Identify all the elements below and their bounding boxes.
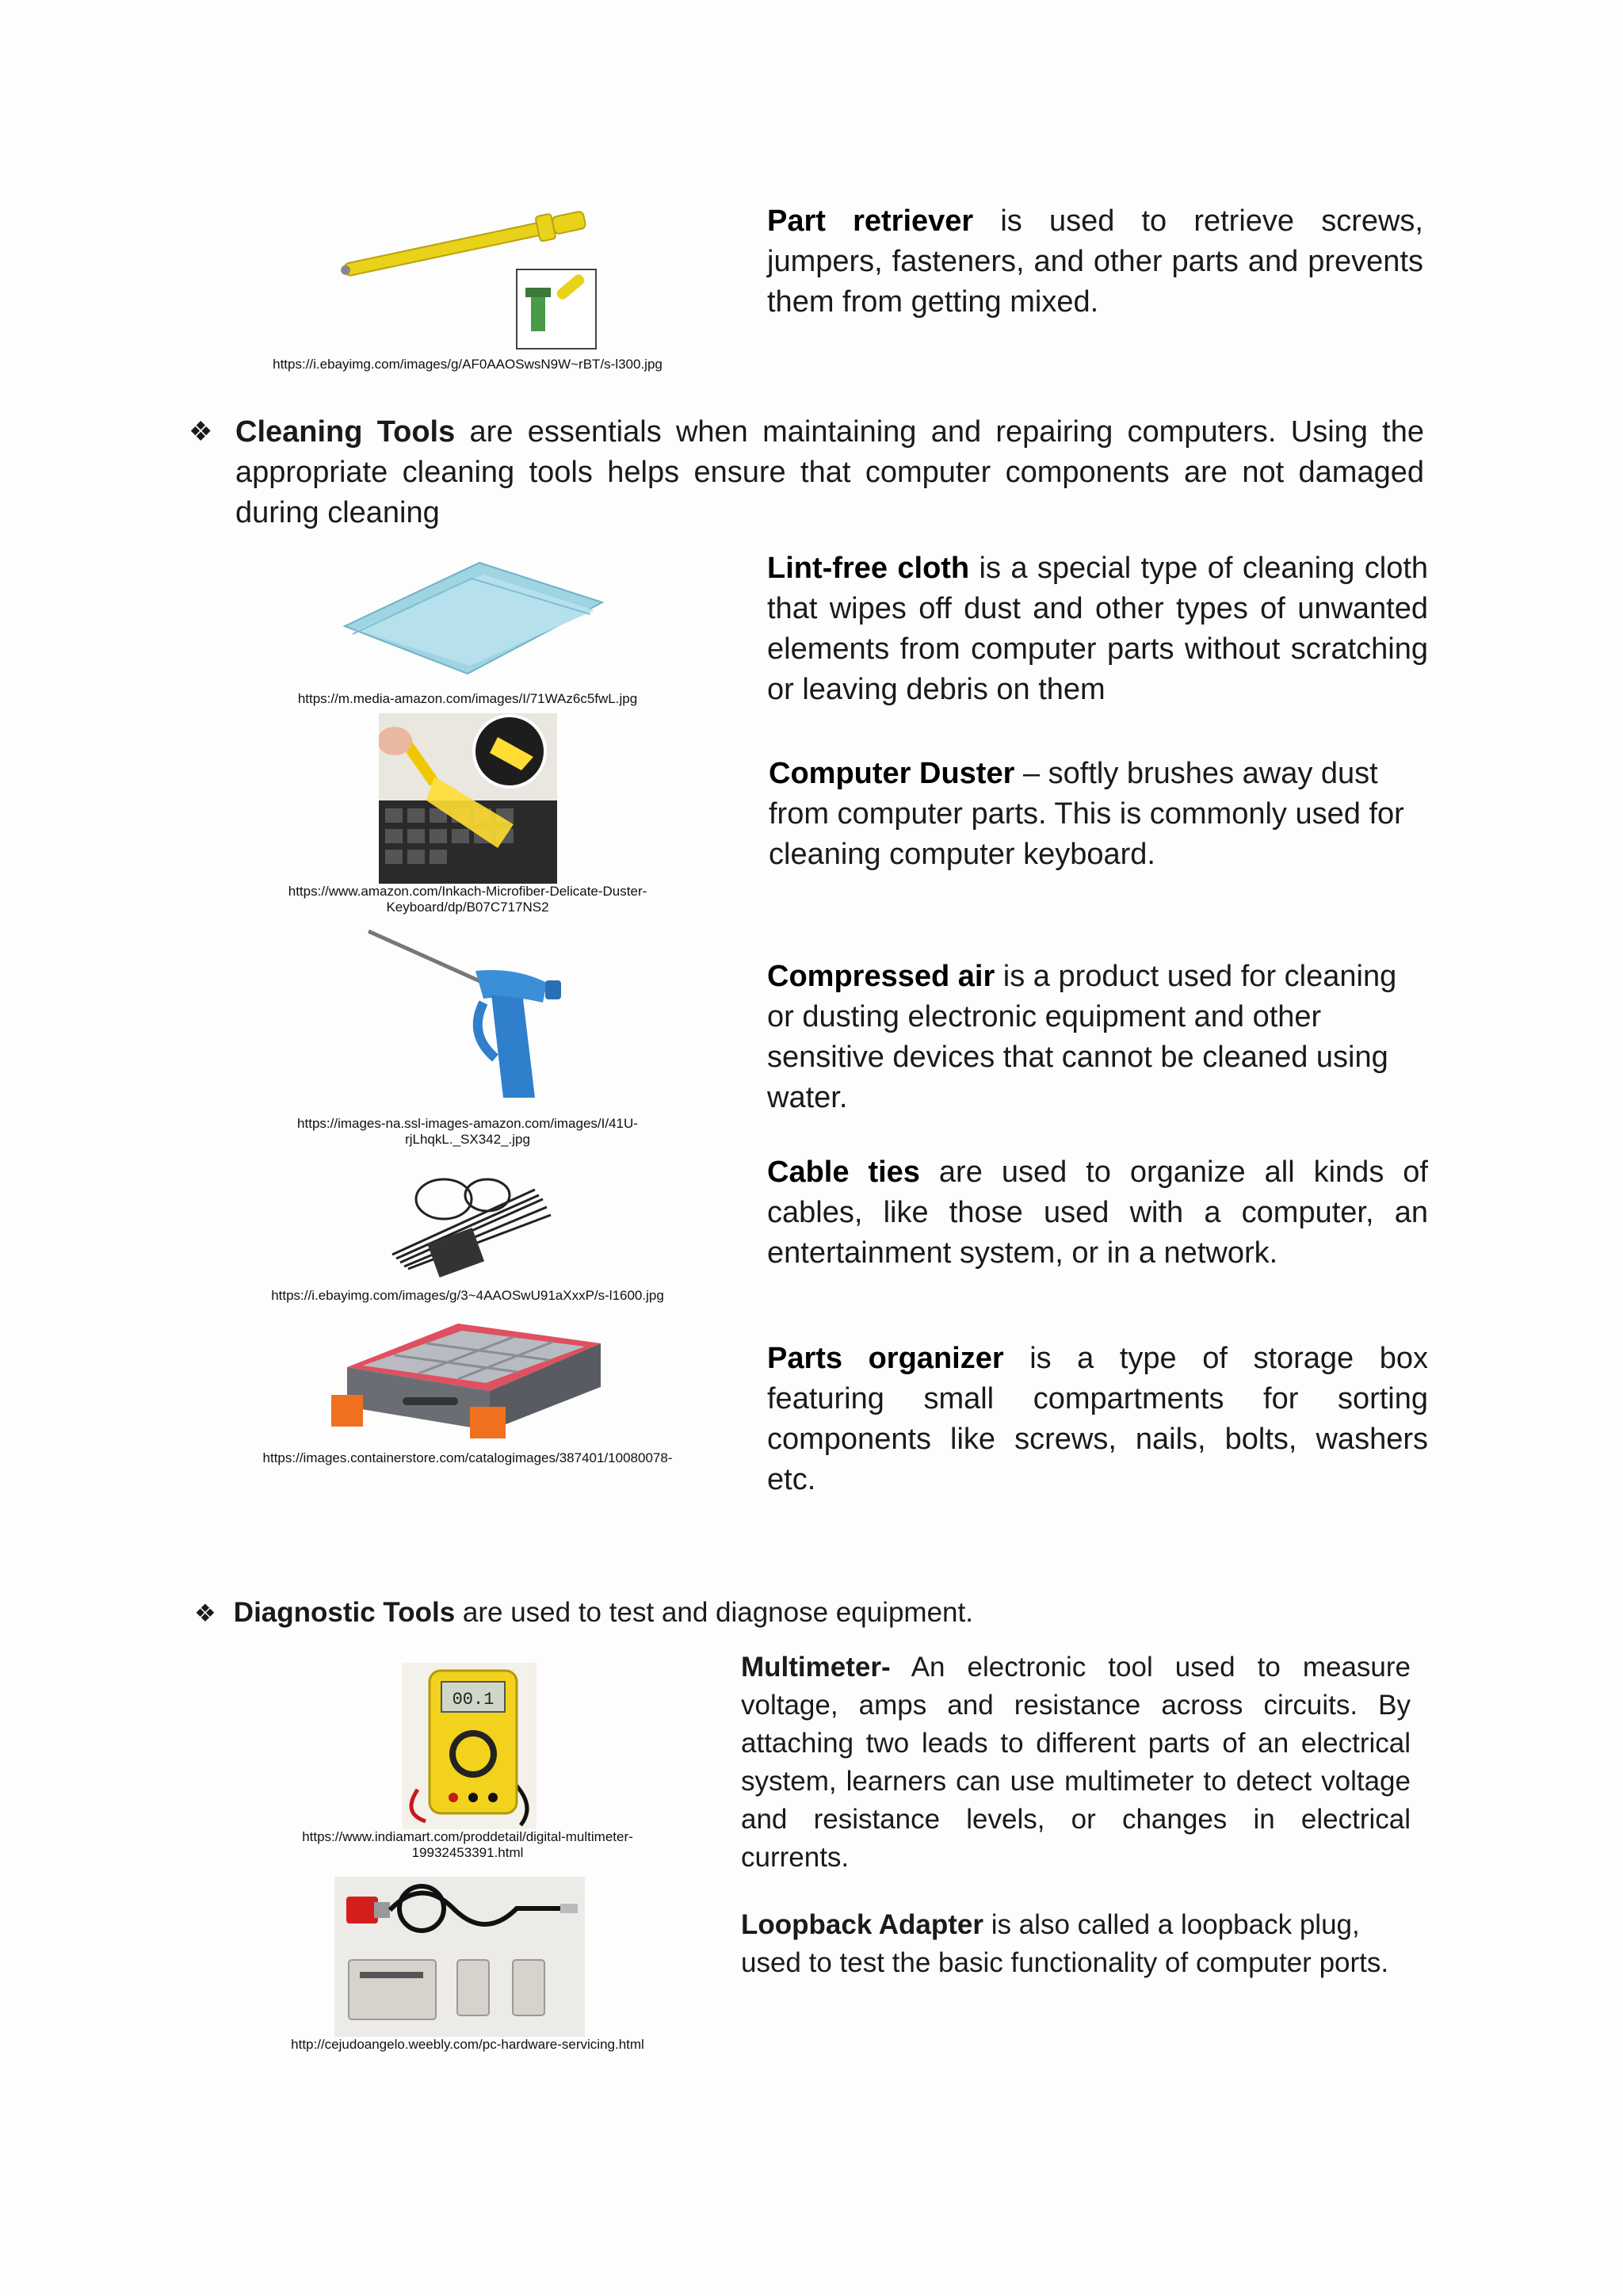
- part-retriever-description: [767, 201, 1423, 323]
- multimeter-image: [402, 1663, 537, 1829]
- loopback-adapter-url[interactable]: http://cejudoangelo.weebly.com/pc-hardware-servicing.html: [291, 2037, 644, 2052]
- lint-free-cloth-image: [329, 555, 614, 682]
- parts-organizer-description: [767, 1339, 1428, 1500]
- part-retriever-image: [333, 194, 602, 353]
- diagnostic-intro: [194, 1594, 1462, 1633]
- cleaning-title: Cleaning Tools: [235, 415, 456, 449]
- lint-free-cloth-url[interactable]: https://m.media-amazon.com/images/I/71WAz6c5fwL.jpg: [297, 691, 638, 706]
- part-retriever-text: is used to retrieve screws, jumpers, fasteners, and other parts and prevents them from getting mixed.: [767, 204, 1423, 319]
- part-retriever-title: Part retriever: [767, 204, 974, 238]
- computer-duster-title: Computer Duster: [769, 757, 1015, 790]
- cable-ties-url[interactable]: https://i.ebayimg.com/images/g/3~4AAOSwU91aXxxP/s-l1600.jpg: [271, 1288, 664, 1303]
- cable-ties-text: are used to organize all kinds of cables, like those used with a computer, an entertainment system, or in a network.: [767, 1156, 1428, 1270]
- cleaning-bullet-icon: ❖: [189, 417, 213, 447]
- multimeter-title: Multimeter-: [741, 1652, 891, 1683]
- diagnostic-bullet-icon: ❖: [194, 1599, 216, 1627]
- multimeter-description: [741, 1648, 1411, 1877]
- computer-duster-description: [769, 754, 1419, 875]
- loopback-adapter-title: Loopback Adapter: [741, 1909, 983, 1940]
- lint-free-cloth-title: Lint-free cloth: [767, 552, 970, 585]
- diagnostic-title: Diagnostic Tools: [233, 1597, 456, 1628]
- computer-duster-image: [379, 713, 557, 884]
- compressed-air-text: is a product used for cleaning or dusting electronic equipment and other sensitive devices that cannot be cleaned using water.: [767, 960, 1397, 1114]
- compressed-air-title: Compressed air: [767, 960, 995, 993]
- diagnostic-text: are used to test and diagnose equipment.: [462, 1597, 973, 1628]
- multimeter-text: An electronic tool used to measure voltage, amps and resistance across circuits. By attaching two leads to different parts of an electrical system, learners can use multimeter to detect voltage and resistance levels, or changes in electrical currents.: [741, 1652, 1411, 1873]
- compressed-air-image: [365, 923, 579, 1102]
- cable-ties-image: [384, 1167, 559, 1278]
- parts-organizer-text: is a type of storage box featuring small compartments for sorting components like screws, nails, bolts, washers etc.: [767, 1342, 1428, 1496]
- cable-ties-description: [767, 1152, 1428, 1274]
- loopback-adapter-image: [334, 1877, 585, 2037]
- cable-ties-title: Cable ties: [767, 1156, 920, 1189]
- multimeter-display: 00.1: [452, 1690, 495, 1710]
- part-retriever-url[interactable]: https://i.ebayimg.com/images/g/AF0AAOSwsN9W~rBT/s-l300.jpg: [273, 357, 663, 372]
- parts-organizer-url[interactable]: https://images.containerstore.com/catalogimages/387401/10080078-: [262, 1450, 673, 1465]
- cleaning-intro: [235, 412, 1424, 533]
- loopback-adapter-description: [741, 1906, 1411, 1982]
- parts-organizer-image: [323, 1320, 617, 1438]
- loopback-adapter-text: is also called a loopback plug, used to test the basic functionality of computer ports.: [741, 1909, 1389, 1978]
- multimeter-url[interactable]: https://www.indiamart.com/proddetail/digital-multimeter-19932453391.html: [302, 1829, 633, 1860]
- parts-organizer-title: Parts organizer: [767, 1342, 1004, 1375]
- computer-duster-text: – softly brushes away dust from computer parts. This is commonly used for cleaning computer keyboard.: [769, 757, 1404, 871]
- cleaning-text: are essentials when maintaining and repairing computers. Using the appropriate cleaning tools helps ensure that computer components are not damaged during cleaning: [235, 415, 1425, 529]
- compressed-air-url[interactable]: https://images-na.ssl-images-amazon.com/images/I/41U-rjLhqkL._SX342_.jpg: [297, 1116, 638, 1147]
- lint-free-cloth-text: is a special type of cleaning cloth that wipes off dust and other types of unwanted elements from computer parts without scratching or leaving debris on them: [767, 552, 1429, 706]
- computer-duster-url[interactable]: https://www.amazon.com/Inkach-Microfiber-Delicate-Duster-Keyboard/dp/B07C717NS2: [288, 884, 647, 915]
- lint-free-cloth-description: [767, 548, 1428, 710]
- compressed-air-description: [767, 957, 1428, 1118]
